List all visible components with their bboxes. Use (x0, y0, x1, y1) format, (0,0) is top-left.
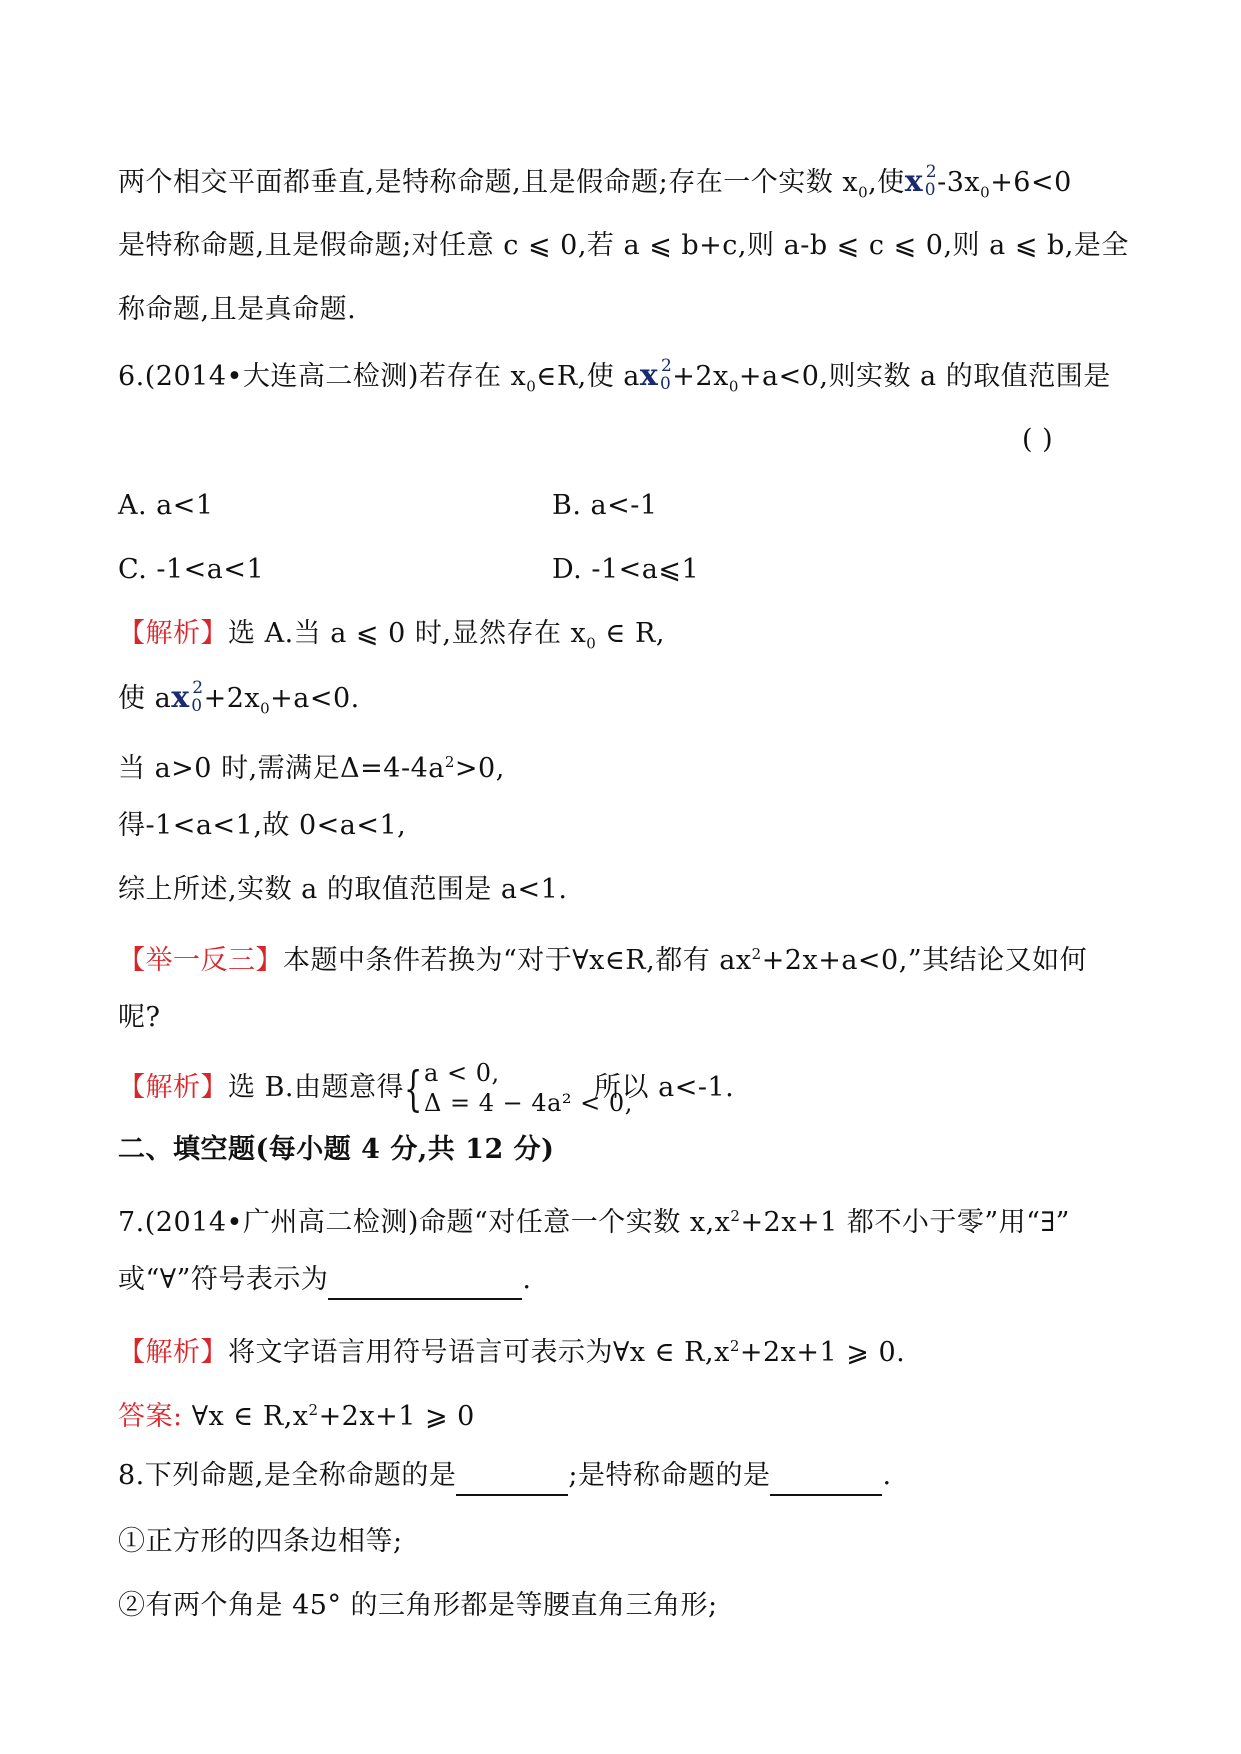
brace-icon: { (404, 1060, 423, 1117)
q6-option-c: C. -1<a<1 (118, 554, 265, 585)
answer-blank-universal[interactable] (456, 1464, 568, 1496)
variant-solution: 【解析】选 B.由题意得 { a < 0, Δ = 4 − 4a² < 0, 所以 a<-1. (118, 1058, 735, 1117)
x0-squared-icon: x 2 0 (639, 356, 673, 394)
intro-line-3: 称命题,且是真命题. (118, 294, 357, 325)
x0-squared-icon: x 2 0 (904, 162, 938, 200)
section-heading: 二、填空题(每小题 4 分,共 12 分) (118, 1134, 555, 1165)
answer-tag: 答案: (118, 1401, 183, 1432)
q6-option-d: D. -1<a⩽1 (552, 554, 700, 585)
q7-line-2: 或“∀”符号表示为 . (118, 1260, 532, 1300)
variant-line-1: 【举一反三】本题中条件若换为“对于∀x∈R,都有 $ax^2+2x+a<0$,”其结论又如何 (118, 945, 1088, 976)
x0-squared-icon: x 2 0 (171, 678, 204, 716)
q6-option-b: B. a<-1 (552, 490, 658, 521)
intro-line-1: 两个相交平面都垂直,是特称命题,且是假命题;存在一个实数 $x_0$,使x 2 0 $-3x_0+6<0$ (118, 162, 1072, 202)
sol6-line-5: 综上所述,实数 a 的取值范围是 a<1. (118, 874, 568, 905)
equation-system: { a < 0, Δ = 4 − 4a² < 0, (404, 1058, 633, 1117)
answer-blank[interactable] (328, 1268, 522, 1300)
analysis-tag: 【解析】 (118, 618, 228, 649)
intro-line-2: 是特称命题,且是假命题;对任意 c ⩽ 0,若 a ⩽ b+c,则 a-b ⩽ c ⩽ 0,则 a ⩽ b,是全 (118, 230, 1129, 261)
sol6-line-4: 得-1<a<1,故 0<a<1, (118, 810, 407, 841)
variant-line-2: 呢? (118, 1002, 161, 1033)
variant-tag: 【举一反三】 (118, 945, 283, 976)
q8-item-1: ①正方形的四条边相等; (118, 1526, 403, 1557)
q6-answer-paren: ( ) (1022, 424, 1054, 455)
analysis-tag: 【解析】 (118, 1072, 228, 1103)
sol6-line-2: 使 ax 2 0 $+2x_0+a<0$. (118, 678, 360, 718)
sol6-line-1: 【解析】选 A.当 a ⩽ 0 时,显然存在 $x_0$ ∈ R, (118, 618, 665, 653)
q7-solution: 【解析】将文字语言用符号语言可表示为∀x ∈ $R,x^2+2x+1$ ⩾ 0. (118, 1337, 906, 1368)
q8-stem: 8.下列命题,是全称命题的是 ;是特称命题的是 . (118, 1456, 892, 1496)
q8-item-2: ②有两个角是 45° 的三角形都是等腰直角三角形; (118, 1590, 718, 1621)
q7-answer: 答案: ∀x ∈ $R,x^2+2x+1$ ⩾ 0 (118, 1401, 475, 1432)
sol6-line-3: 当 a>0 时,需满足$\Delta=4-4a^2>0$, (118, 753, 505, 784)
analysis-tag: 【解析】 (118, 1337, 228, 1368)
q6-option-a: A. a<1 (118, 490, 214, 521)
answer-blank-existential[interactable] (770, 1464, 882, 1496)
q7-line-1: 7.(2014•广州高二检测)命题“对任意一个实数 $x,x^2+2x+1$ 都不小于零”用“∃” (118, 1207, 1070, 1238)
q6-stem: 6.(2014•大连高二检测)若存在 $x_0\in R$,使 ax 2 0 $+2x_0+a<0$,则实数 a 的取值范围是 (118, 356, 1111, 396)
